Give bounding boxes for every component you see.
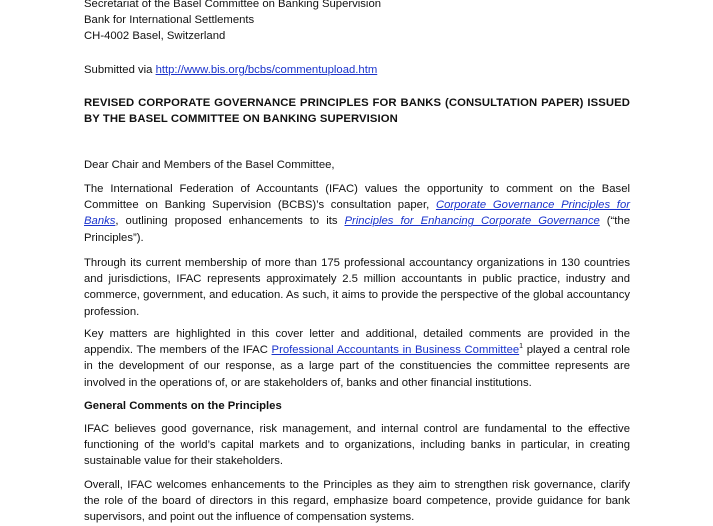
document-title: REVISED CORPORATE GOVERNANCE PRINCIPLES FOR BANKS (CONSULTATION PAPER) ISSUED BY THE BASEL COMMITTEE ON BANKING SUPERVISION (84, 97, 630, 126)
paragraph-governance-belief: IFAC believes good governance, risk management, and internal control are fundamental to the effective functioning of the world’s capital markets and to organizations, including banks in particular, in creating sustainable value for their stakeholders. (84, 423, 630, 468)
paragraph-intro-text-b: , outlining proposed enhancements to its (115, 215, 345, 228)
corporate-governance-principles-link[interactable]: Corporate Governance Principles for Banks (84, 199, 630, 228)
footnote-marker: 1 (519, 343, 524, 351)
pab-committee-link[interactable]: Professional Accountants in Business Committee (271, 344, 520, 357)
paragraph-intro-text-a: The International Federation of Accountants (IFAC) values the opportunity to comment on the Basel Committee on Banking Supervision (BCBS)’s consultation paper, (84, 183, 630, 212)
submission-url-link[interactable]: http://www.bis.org/bcbs/commentupload.htm (155, 64, 378, 76)
address-line-2: Bank for International Settlements (84, 14, 255, 27)
submission-prefix: Submitted via (84, 64, 156, 76)
paragraph-intro-text-c: (“the Principles”). (84, 215, 630, 244)
paragraph-overall: Overall, IFAC welcomes enhancements to the Principles as they aim to strengthen risk governance, clarify the role of the board of directors in this regard, emphasize board competence, provide guidance for bank supervisors, and point out the influence of compensation systems. (84, 479, 630, 524)
address-line-3: CH-4002 Basel, Switzerland (84, 30, 226, 43)
principles-enhancing-governance-link[interactable]: Principles for Enhancing Corporate Governance (344, 215, 600, 228)
paragraph-key-matters (84, 326, 630, 391)
paragraph-intro (84, 181, 630, 246)
paragraph-key-matters-text-a: Key matters are highlighted in this cover letter and additional, detailed comments are provided in the appendix. The members of the IFAC (84, 328, 630, 357)
paragraph-membership: Through its current membership of more than 175 professional accountancy organizations in 130 countries and jurisdictions, IFAC represents approximately 2.5 million accountants in public practice, industry and commerce, government, and education. As such, it aims to provide the perspective of the global accountancy profession. (84, 257, 630, 318)
section-heading: General Comments on the Principles (84, 400, 282, 412)
salutation: Dear Chair and Members of the Basel Committee, (84, 159, 335, 171)
recipient-address (84, 0, 630, 45)
paragraph-key-matters-text-b: played a central role in the development of our response, as a large part of the constituencies the committee represents are involved in the operations of, or are stakeholders of, banks and other financial institutions. (84, 344, 631, 389)
submission-line (84, 62, 630, 78)
address-line-1: Secretariat of the Basel Committee on Banking Supervision (84, 0, 382, 10)
